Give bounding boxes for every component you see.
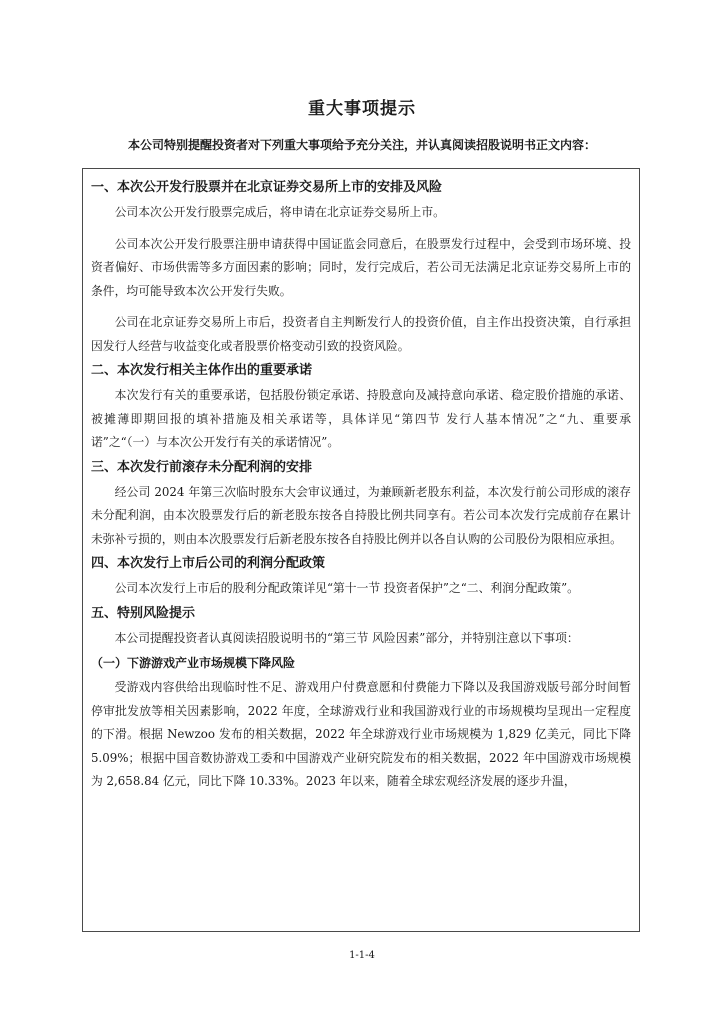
paragraph: 本次发行有关的重要承诺，包括股份锁定承诺、持股意向及减持意向承诺、稳定股价措施的承诺、被摊薄即期回报的填补措施及相关承诺等，具体详见“第四节 发行人基本情况”之“九、重要承诺”之“（一）与本次公开发行有关的承诺情况”。 — [91, 388, 631, 449]
section-heading-5: 五、特别风险提示 — [91, 605, 196, 621]
paragraph: 本公司提醒投资者认真阅读招股说明书的“第三节 风险因素”部分，并特别注意以下事项： — [114, 630, 579, 645]
paragraph: 公司本次公开发行股票完成后，将申请在北京证券交易所上市。 — [114, 205, 445, 219]
paragraph: 公司本次公开发行股票注册申请获得中国证监会同意后，在股票发行过程中，会受到市场环境、投资者偏好、市场供需等多方面因素的影响；同时，发行完成后，若公司无法满足北京证券交易所上市的条件，均可能导致本次公开发行失败。 — [91, 236, 631, 298]
intro-notice: 本公司特别提醒投资者对下列重大事项给予充分关注，并认真阅读招股说明书正文内容： — [127, 138, 596, 152]
section-heading-3: 三、本次发行前滚存未分配利润的安排 — [91, 459, 313, 475]
section-heading-1: 一、本次公开发行股票并在北京证券交易所上市的安排及风险 — [91, 180, 443, 195]
section-heading-2: 二、本次发行相关主体作出的重要承诺 — [91, 363, 313, 378]
paragraph: 受游戏内容供给出现临时性不足、游戏用户付费意愿和付费能力下降以及我国游戏版号部分时间暂停审批发放等相关因素影响，2022 年度，全球游戏行业和我国游戏行业的市场规模均呈现出一定程度的下滑。根据 Newzoo 发布的相关数据，2022 年全球游戏行业市场规模为 1,829 亿美元，同比下降 5.09%；根据中国音数协游戏工委和中国游戏产业研究院发布的相关数据，2022 年中国游戏市场规模为 2,658.84 亿元，同比下降 10.33%。2023 年以来，随着全球宏观经济发展的逐步升温， — [91, 680, 631, 788]
page-title: 重大事项提示 — [308, 99, 416, 119]
paragraph: 公司本次发行上市后的股利分配政策详见“第十一节 投资者保护”之“二、利润分配政策”。 — [114, 581, 579, 595]
paragraph: 经公司 2024 年第三次临时股东大会审议通过，为兼顾新老股东利益，本次发行前公司形成的滚存未分配利润，由本次股票发行后的新老股东按各自持股比例共同享有。若公司本次发行完成前存在累计未弥补亏损的，则由本次股票发行后新老股东按各自持股比例并以各自认购的公司股份为限相应承担。 — [91, 484, 631, 546]
paragraph: 公司在北京证券交易所上市后，投资者自主判断发行人的投资价值，自主作出投资决策，自行承担因发行人经营与收益变化或者股票价格变动引致的投资风险。 — [91, 315, 631, 353]
content-box — [82, 168, 640, 932]
section-heading-4: 四、本次发行上市后公司的利润分配政策 — [91, 556, 326, 571]
page-number: 1-1-4 — [349, 950, 375, 961]
subsection-heading: （一）下游游戏产业市场规模下降风险 — [91, 656, 296, 670]
